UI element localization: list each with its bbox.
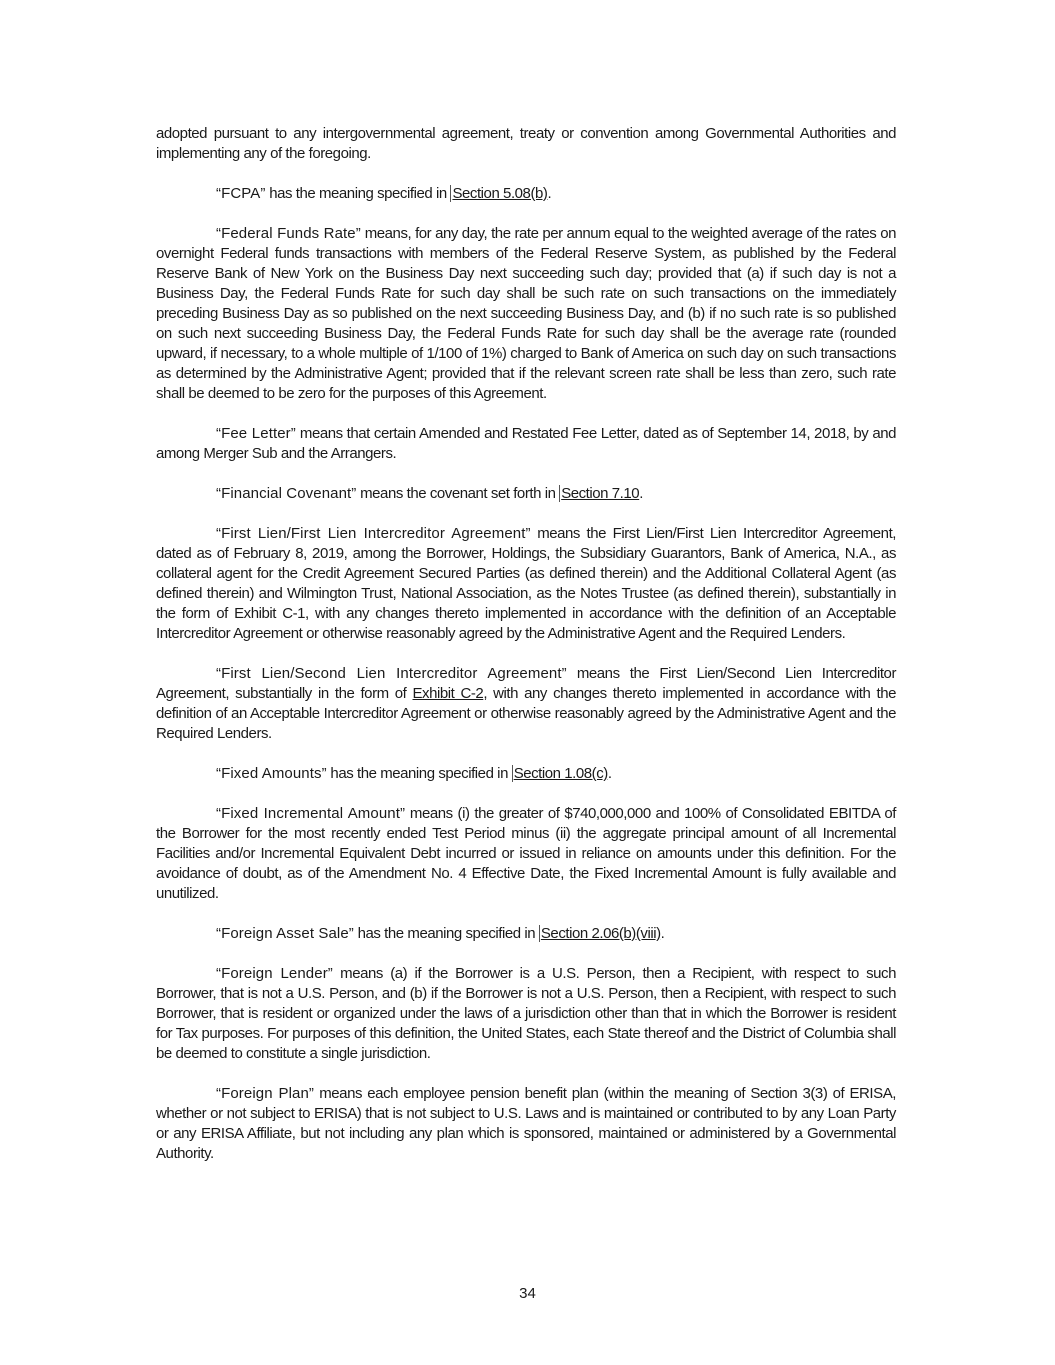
definition-first-lien-first-lien-intercreditor xyxy=(156,524,896,644)
definition-text-end: . xyxy=(607,765,612,782)
definition-text: has the meaning specified in xyxy=(326,765,512,782)
exhibit-reference-link[interactable]: Exhibit C-2 xyxy=(412,685,484,702)
section-reference-link[interactable]: Section 5.08(b) xyxy=(452,185,548,202)
defined-term: “Federal Funds Rate” xyxy=(216,225,361,242)
definition-federal-funds-rate xyxy=(156,224,896,404)
definition-text: has the meaning specified in xyxy=(353,925,539,942)
defined-term: “Foreign Asset Sale” xyxy=(216,925,354,942)
section-reference-link[interactable]: Section 7.10 xyxy=(561,485,640,502)
definition-text: means (a) if the Borrower is a U.S. Person, then a Recipient, with respect to such Borrower, that is not a U.S. Person, and (b) if the Borrower is not a U.S. Person, then a Recipient, with respect to such Borrower, that is resident or organized under the laws of a jurisdiction other than that in which the Borrower is resident for Tax purposes. For purposes of this definition, the United States, each State thereof and the District of Columbia shall be deemed to constitute a single jurisdiction. xyxy=(156,965,896,1062)
definition-fee-letter xyxy=(156,424,896,464)
paragraph-text: adopted pursuant to any intergovernmental agreement, treaty or convention among Governmental Authorities and implementing any of the foregoing. xyxy=(156,125,896,162)
definition-text-end: , with any changes thereto implemented in accordance with the definition of an Acceptable Intercreditor Agreement or otherwise reasonably agreed by the Administrative Agent and the Required Lenders. xyxy=(156,685,896,742)
definition-text: means, for any day, the rate per annum equal to the weighted average of the rates on overnight Federal funds transactions with members of the Federal Reserve System, as published by the Federal Reserve Bank of New York on the Business Day next succeeding such day; provided that (a) if such day is not a Business Day, the Federal Funds Rate for such day shall be such rate on such transactions on the immediately preceding Business Day as so published on the next succeeding Business Day, and (b) if no such rate is so published on such next succeeding Business Day, the Federal Funds Rate for such day shall be the average rate (rounded upward, if necessary, to a whole multiple of 1/100 of 1%) charged to Bank of America on such day on such transactions as determined by the Administrative Agent; provided that if the relevant screen rate shall be less than zero, such rate shall be deemed to be zero for the purposes of this Agreement. xyxy=(156,225,896,402)
document-body xyxy=(156,124,896,1184)
defined-term: “Fixed Amounts” xyxy=(216,765,327,782)
definition-foreign-plan xyxy=(156,1084,896,1164)
definition-financial-covenant xyxy=(156,484,896,504)
definition-foreign-asset-sale xyxy=(156,924,896,944)
defined-term: “FCPA” xyxy=(216,185,266,202)
definition-text-end: . xyxy=(660,925,665,942)
definition-foreign-lender xyxy=(156,964,896,1064)
defined-term: “Foreign Lender” xyxy=(216,965,333,982)
definition-text: means each employee pension benefit plan (within the meaning of Section 3(3) of ERISA, whether or not subject to ERISA) that is not subject to U.S. Laws and is maintained or contributed to by any Loan Party or any ERISA Affiliate, but not including any plan which is sponsored, maintained or administered by a Governmental Authority. xyxy=(156,1085,896,1162)
definition-text: means (i) the greater of $740,000,000 and 100% of Consolidated EBITDA of the Borrower for the most recently ended Test Period minus (ii) the aggregate principal amount of all Incremental Facilities and/or Incremental Equivalent Debt incurred or issued in reliance on amounts under this definition. For the avoidance of doubt, as of the Amendment No. 4 Effective Date, the Fixed Incremental Amount is fully available and unutilized. xyxy=(156,805,896,902)
definition-text-end: . xyxy=(547,185,552,202)
defined-term: “Fee Letter” xyxy=(216,425,296,442)
section-reference-link[interactable]: Section 1.08(c) xyxy=(513,765,608,782)
defined-term: “First Lien/First Lien Intercreditor Agreement” xyxy=(216,525,531,542)
definition-text: means the covenant set forth in xyxy=(356,485,560,502)
definition-fixed-amounts xyxy=(156,764,896,784)
definition-text: means the First Lien/First Lien Intercreditor Agreement, dated as of February 8, 2019, among the Borrower, Holdings, the Subsidiary Guarantors, Bank of America, N.A., as collateral agent for the Credit Agreement Secured Parties (as defined therein) and the Additional Collateral Agent (as defined therein) and Wilmington Trust, National Association, as the Notes Trustee (as defined therein), substantially in the form of Exhibit C-1, with any changes thereto implemented in accordance with the definition of an Acceptable Intercreditor Agreement or otherwise reasonably agreed by the Administrative Agent and the Required Lenders. xyxy=(156,525,896,642)
definition-text: has the meaning specified in xyxy=(265,185,451,202)
defined-term: “First Lien/Second Lien Intercreditor Agreement” xyxy=(216,665,567,682)
definition-text: means the First Lien/Second Lien Intercreditor Agreement, substantially in the form of xyxy=(156,665,896,702)
defined-term: “Financial Covenant” xyxy=(216,485,357,502)
defined-term: “Fixed Incremental Amount” xyxy=(216,805,406,822)
section-reference-link[interactable]: Section 2.06(b)(viii) xyxy=(540,925,661,942)
page-number: 34 xyxy=(519,1285,536,1302)
definition-first-lien-second-lien-intercreditor xyxy=(156,664,896,744)
paragraph-continuation xyxy=(156,124,896,164)
definition-fcpa xyxy=(156,184,896,204)
defined-term: “Foreign Plan” xyxy=(216,1085,314,1102)
definition-fixed-incremental-amount xyxy=(156,804,896,904)
definition-text: means that certain Amended and Restated Fee Letter, dated as of September 14, 2018, by and among Merger Sub and the Arrangers. xyxy=(156,425,897,462)
definition-text-end: . xyxy=(639,485,643,502)
